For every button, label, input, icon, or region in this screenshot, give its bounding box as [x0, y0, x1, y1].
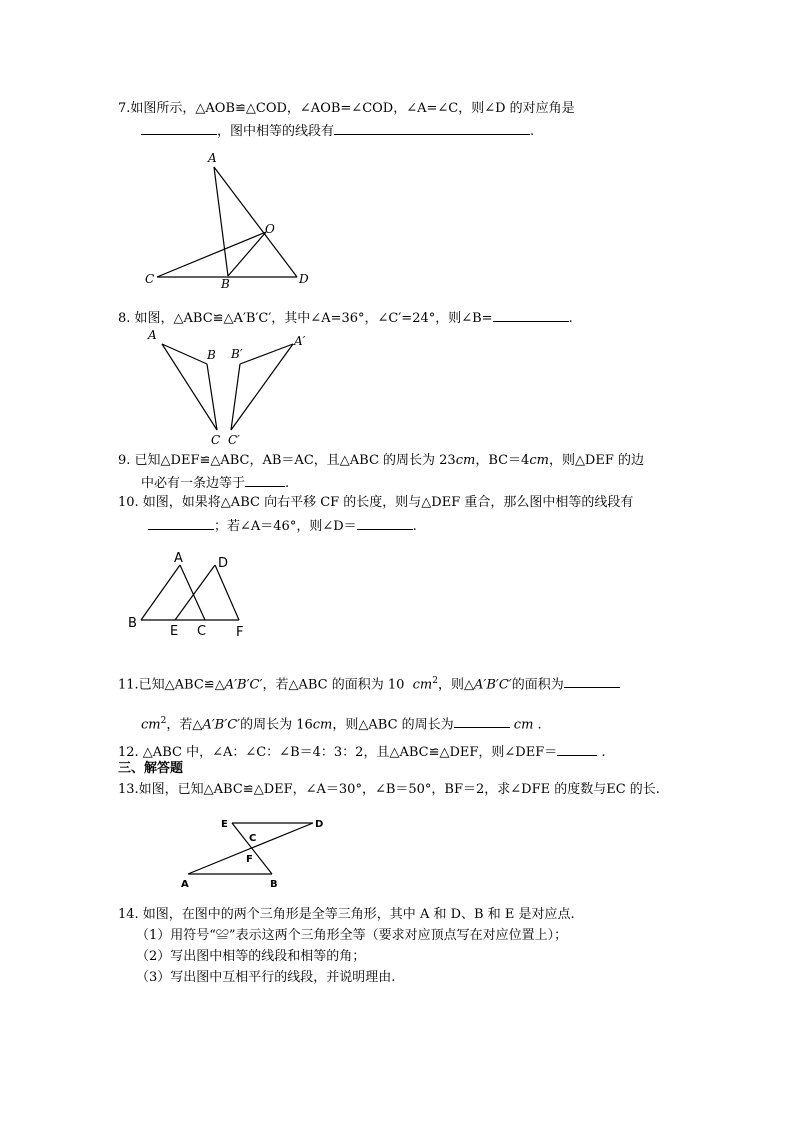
q10-text-2: ；若∠A＝46°，则∠D＝ — [214, 519, 357, 534]
q10-seg-ED — [175, 565, 215, 620]
q8-text: 8. 如图，△ABC≌△A′B′C′，其中∠A=36°，∠C′=24°，则∠B= — [118, 311, 493, 326]
q10-blank-segments[interactable] — [148, 515, 214, 530]
q11-unit-4: cm — [513, 717, 534, 733]
q11-tri-1: A′B′C′ — [224, 677, 263, 693]
q9-unit-2: cm — [529, 453, 549, 468]
q8-period: . — [568, 311, 573, 326]
q9-blank[interactable] — [245, 472, 285, 487]
q14-text: 14. 如图，在图中的两个三角形是全等三角形，其中 A 和 D、B 和 E 是对应点. — [118, 907, 575, 922]
q11-text-g: ，则△ABC 的周长为 — [332, 717, 454, 733]
q13-seg-DA — [188, 823, 313, 874]
q9-line1 — [118, 452, 644, 470]
q13-label-F: F — [246, 854, 253, 865]
q14-item-1: （1）用符号“≌”表示这两个三角形全等（要求对应顶点写在对应位置上）； — [136, 928, 568, 943]
q10-label-D: D — [218, 556, 229, 571]
q8-label-B2: B′ — [231, 347, 243, 361]
q11-text-c: ，则△ — [438, 677, 474, 693]
q7-label-D: D — [299, 272, 309, 286]
q11-blank-area[interactable] — [564, 673, 620, 688]
q7-label-C: C — [145, 272, 155, 286]
q10-line2 — [148, 515, 417, 536]
q8-blank[interactable] — [493, 307, 569, 322]
q10-seg-AC — [180, 565, 205, 620]
q8-line — [118, 307, 573, 328]
q7-label-O: O — [265, 222, 275, 236]
q10-period: . — [412, 519, 417, 534]
q9-text-a: 9. 已知△DEF≌△ABC，AB＝AC，且△ABC 的周长为 23 — [118, 453, 456, 468]
q11-tri-3: A′B′C′ — [202, 717, 241, 733]
q13-label-D: D — [315, 819, 324, 830]
q11-blank-perimeter[interactable] — [454, 713, 510, 728]
q9-unit-1: cm — [455, 453, 476, 468]
q7-period: . — [530, 124, 535, 139]
q12-period: . — [601, 745, 606, 760]
q10-blank-angle[interactable] — [357, 515, 413, 530]
q8-label-A: A — [148, 328, 157, 342]
q14-line — [118, 906, 575, 924]
q8-label-A2: A′ — [294, 334, 306, 348]
q12-blank[interactable] — [557, 741, 597, 756]
q11-line2 — [141, 712, 542, 734]
q11-sq-1: 2 — [432, 676, 438, 686]
q12-text: 12. △ABC 中，∠A：∠C：∠B＝4：3：2，且△ABC≌△DEF，则∠DEF＝ — [118, 745, 558, 760]
q8-label-C: C — [211, 433, 221, 447]
q11-period: . — [537, 717, 542, 733]
q9-text-2: 中必有一条边等于 — [141, 476, 246, 491]
q12-line — [118, 741, 606, 762]
q8-label-C2: C′ — [228, 433, 240, 447]
q7-seg-BO — [228, 232, 266, 276]
q7-seg-CO — [157, 232, 266, 277]
q11-unit-2: cm — [141, 717, 161, 733]
q13-label-C: C — [249, 833, 257, 844]
q8-label-B: B — [207, 348, 216, 362]
q11-tri-2: A′B′C′ — [474, 677, 512, 693]
q7-text2: ，图中相等的线段有 — [217, 124, 335, 139]
q13-line — [118, 781, 660, 799]
q10-seg-DF — [215, 565, 239, 620]
q13-label-A: A — [181, 879, 189, 890]
section-header: 三、解答题 — [118, 761, 184, 776]
q11-line1 — [118, 672, 620, 694]
q11-text-b: ，若△ABC 的面积为 10 — [262, 677, 405, 693]
q11-unit-3: cm — [312, 717, 333, 733]
q10-label-B: B — [128, 616, 137, 631]
q13-label-B: B — [270, 879, 278, 890]
q10-label-E: E — [170, 624, 179, 639]
q11-text-e: ，若△ — [166, 717, 203, 733]
q9-text-b: ，BC＝4 — [475, 453, 530, 468]
q14-item-2: （2）写出图中相等的线段和相等的角； — [136, 949, 366, 964]
q14-item-3: （3）写出图中互相平行的线段，并说明理由. — [136, 970, 396, 985]
q11-sq-2: 2 — [160, 716, 167, 726]
q11-text-a: 11.已知△ABC≌△ — [118, 677, 225, 693]
q13-text: 13.如图，已知△ABC≌△DEF，∠A＝30°，∠B＝50°，BF＝2，求∠DFE 的度数与EC 的长. — [118, 782, 660, 797]
q10-line1 — [118, 494, 633, 512]
q8-seg-B2A2 — [240, 344, 293, 364]
q11-unit-1: cm — [412, 677, 433, 693]
q9-text-c: ，则△DEF 的边 — [548, 453, 645, 468]
q7-label-B: B — [221, 277, 230, 291]
q10-text: 10. 如图，如果将△ABC 向右平移 CF 的长度，则与△DEF 重合，那么图中相等的线段有 — [118, 495, 634, 510]
q10-label-A: A — [174, 551, 183, 566]
q11-text-f: 的周长为 16 — [240, 717, 313, 733]
q7-text: 7.如图所示，△AOB≌△COD，∠AOB=∠COD，∠A=∠C，则∠D 的对应角是 — [118, 101, 575, 116]
q7-label-A: A — [208, 151, 217, 165]
q10-label-C: C — [197, 624, 207, 639]
q13-label-E: E — [221, 819, 228, 830]
q10-label-F: F — [236, 625, 244, 640]
q9-line2 — [141, 472, 289, 493]
q11-text-d: 的面积为 — [511, 677, 564, 693]
q9-period: . — [285, 476, 290, 491]
q8-seg-BC — [207, 364, 217, 430]
q10-seg-BA — [141, 565, 180, 620]
